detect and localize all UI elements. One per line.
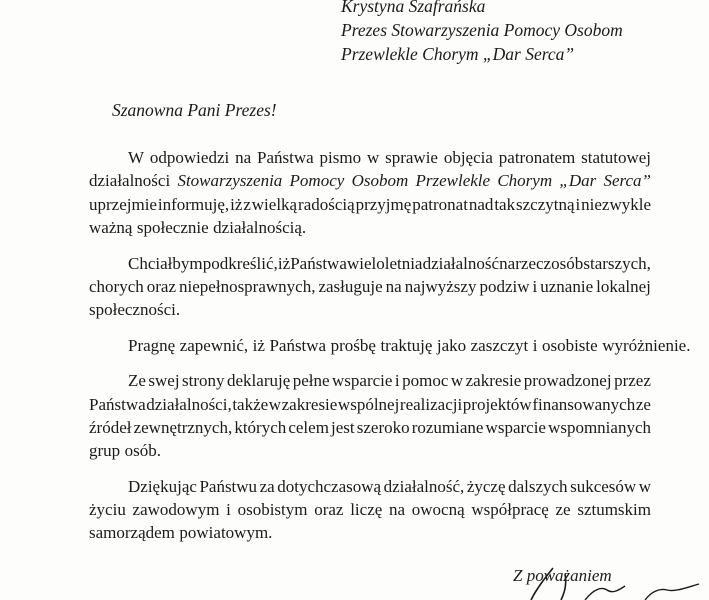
text-line: Dziękując Państwu za dotychczasową działalność, życzę dalszych sukcesów w	[128, 476, 651, 496]
paragraph	[89, 252, 651, 322]
letter-body	[89, 146, 691, 557]
text-line: W odpowiedzi na Państwa pismo w sprawie objęcia patronatem statutowej	[128, 148, 651, 167]
text-line: społeczności.	[89, 300, 181, 320]
paragraph	[89, 475, 651, 545]
text-line: Chciałbym podkreślić, iż Państwa wieloletnia działalność na rzecz osób starszych,	[128, 253, 651, 273]
text-line: Państwa działalności, także w zakresie wspólnej realizacji projektów finansowanych ze	[89, 394, 651, 414]
closing: Z poważaniem	[513, 566, 612, 585]
text-line: działalności Stowarzyszenia Pomocy Osobom Przewlekle Chorym „Dar Serca”	[89, 171, 651, 191]
text-line: źródeł zewnętrznych, których celem jest szeroko rozumiane wsparcie wspomnianych	[89, 417, 651, 437]
addressee-title-line-2: Przewlekle Chorym „Dar Serca”	[341, 44, 575, 64]
addressee-title-line-1: Prezes Stowarzyszenia Pomocy Osobom	[341, 20, 623, 40]
paragraph	[89, 369, 651, 463]
addressee-name: Krystyna Szafrańska	[341, 0, 486, 16]
text-line: uprzejmie informuję, iż z wielką radością przyjmę patronat nad tak szczytną i niezwykle	[89, 194, 651, 214]
text-line: ważną społecznie działalnością.	[89, 218, 307, 238]
paragraph	[89, 146, 651, 240]
text-line: grup osób.	[89, 441, 162, 461]
text-line: Pragnę zapewnić, iż Państwa prośbę traktuję jako zaszczyt i osobiste wyróżnienie.	[128, 335, 691, 355]
text-line: chorych oraz niepełnosprawnych, zasługuje na najwyższy podziw i uznanie lokalnej	[89, 276, 651, 296]
salutation: Szanowna Pani Prezes!	[112, 100, 277, 120]
addressee-block	[341, 0, 623, 66]
signature-icon	[495, 560, 709, 600]
text-line: samorządem powiatowym.	[89, 523, 273, 543]
text-line: Ze swej strony deklaruję pełne wsparcie i pomoc w zakresie prowadzonej przez	[128, 371, 651, 391]
text-line: życiu zawodowym i osobistym oraz liczę na owocną współpracę ze sztumskim	[89, 500, 651, 520]
paragraph	[89, 334, 691, 357]
